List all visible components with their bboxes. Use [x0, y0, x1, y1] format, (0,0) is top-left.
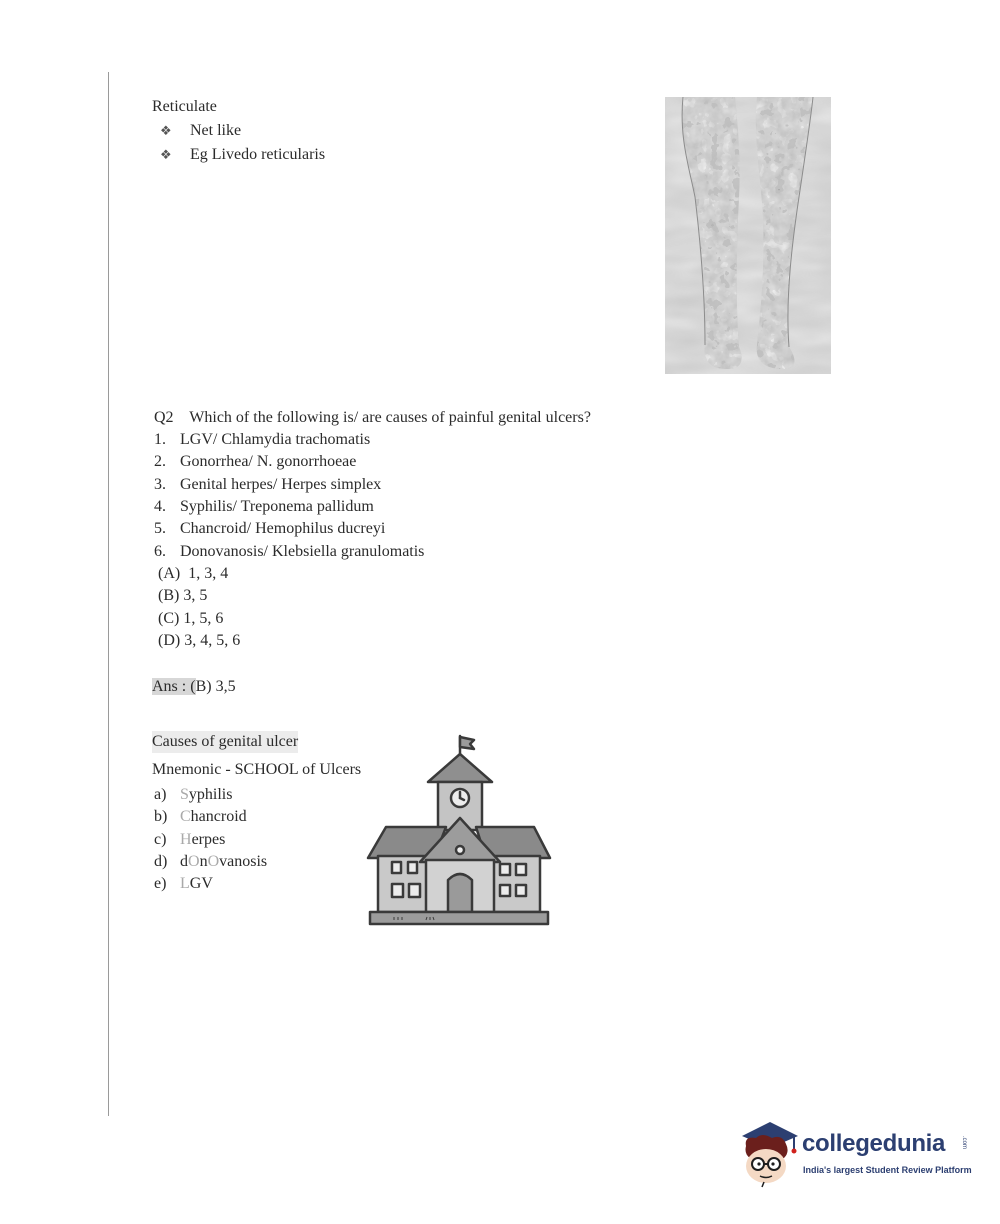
causes-heading: Causes of genital ulcer — [152, 731, 298, 753]
mnemonic-line: Mnemonic - SCHOOL of Ulcers — [152, 761, 362, 778]
livedo-reticularis-photo — [665, 97, 831, 374]
collegedunia-logo[interactable] — [738, 1116, 978, 1188]
list-item: 3. Genital herpes/ Herpes simplex — [154, 476, 382, 493]
answer-line — [152, 676, 236, 698]
list-item: b) Chancroid — [154, 808, 247, 825]
list-item: a) Syphilis — [154, 786, 233, 803]
reticulate-bullet-2: Eg Livedo reticularis — [190, 146, 326, 163]
option-b: (B) 3, 5 — [158, 587, 208, 604]
brand-tagline: India's largest Student Review Platform — [803, 1165, 972, 1175]
diamond-bullet-icon: ❖ — [160, 147, 172, 162]
reticulate-bullet-1: Net like — [190, 122, 242, 139]
brand-name: collegedunia — [802, 1130, 946, 1157]
list-item: 4. Syphilis/ Treponema pallidum — [154, 498, 374, 515]
list-item: e) LGV — [154, 875, 213, 892]
brand-domain-suffix: .com — [961, 1136, 967, 1150]
answer-label: Ans : ( — [152, 678, 196, 695]
option-d: (D) 3, 4, 5, 6 — [158, 632, 241, 649]
left-margin-rule — [108, 72, 109, 1116]
list-item: c) Herpes — [154, 831, 226, 848]
option-a: (A) 1, 3, 4 — [158, 565, 229, 582]
diamond-bullet-icon: ❖ — [160, 123, 172, 138]
mascot-logo-icon — [738, 1116, 802, 1188]
list-item: 2. Gonorrhea/ N. gonorrhoeae — [154, 453, 357, 470]
question-text: Which of the following is/ are causes of painful genital ulcers? — [189, 409, 591, 426]
question-line — [154, 407, 591, 429]
list-item: 6. Donovanosis/ Klebsiella granulomatis — [154, 543, 425, 560]
list-item: 5. Chancroid/ Hemophilus ducreyi — [154, 520, 386, 537]
question-number: Q2 — [154, 409, 174, 426]
option-c: (C) 1, 5, 6 — [158, 610, 224, 627]
reticulate-heading: Reticulate — [152, 98, 217, 115]
list-item: d) dOnOvanosis — [154, 853, 268, 870]
list-item: 1. LGV/ Chlamydia trachomatis — [154, 431, 371, 448]
answer-value: B) 3,5 — [195, 678, 236, 695]
school-building-illustration — [364, 732, 554, 932]
